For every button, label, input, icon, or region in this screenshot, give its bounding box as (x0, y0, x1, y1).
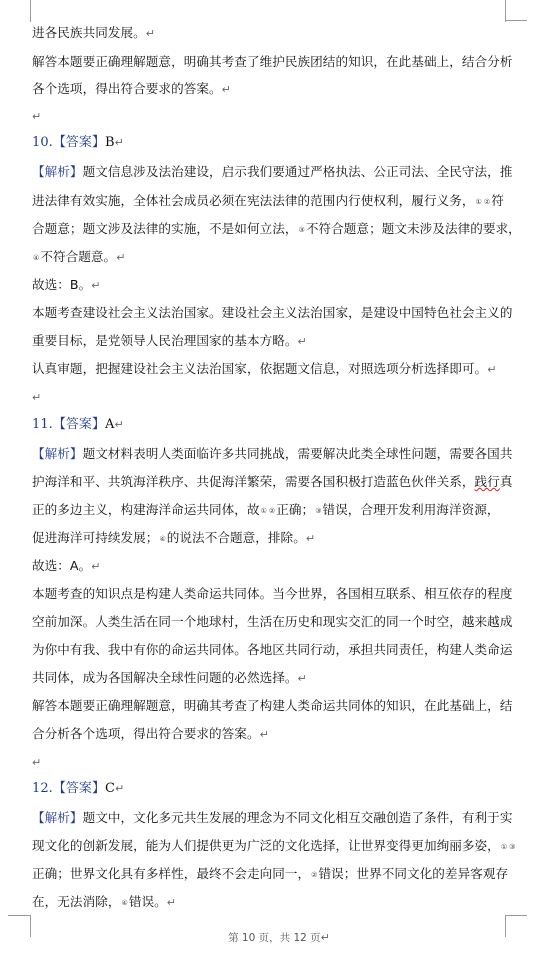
q10-analysis-line: ④不符合题意。↵ (33, 249, 126, 264)
q11-answer-heading: 11.【答案】A↵ (32, 417, 124, 432)
q11-choice: 故选：A。↵ (32, 558, 101, 573)
crop-mark-bottom-right-h (505, 915, 527, 916)
text-line: 解答本题要正确理解题意，明确其考查了维护民族团结的知识，在此基础上，结合分析 (32, 54, 513, 69)
q11-summary-line: 空前加深。人类生活在同一个地球村，生活在历史和现实交汇的同一个时空，越来越成 (32, 614, 513, 629)
crop-mark-bottom-left-h (8, 915, 30, 916)
q10-answer-heading: 10.【答案】B↵ (32, 135, 124, 150)
empty-paragraph: ↵ (32, 110, 42, 123)
crop-mark-top-right-h (505, 20, 527, 21)
q11-analysis-line: 护海洋和平、共筑海洋秩序、共促海洋繁荣，需要各国积极打造蓝色伙伴关系，践行真 (32, 474, 513, 489)
q10-summary-line: 本题考查建设社会主义法治国家。建设社会主义法治国家，是建设中国特色社会主义的 (32, 305, 513, 320)
page-number: 第 10 页，共 12 页 (228, 932, 321, 944)
q10-choice: 故选：B。↵ (32, 277, 101, 292)
text-line: 各个选项，得出符合要求的答案。↵ (32, 81, 231, 96)
crop-mark-top-right (505, 0, 506, 22)
q12-analysis-line: 现文化的创新发展，能为人们提供更为广泛的文化选择，让世界变得更加绚丽多姿，① ③ (32, 838, 516, 853)
q11-analysis-line: 促进海洋可持续发展；④的说法不合题意，排除。↵ (32, 530, 316, 545)
crop-mark-top-left (30, 0, 31, 22)
q11-summary-line: 本题考查的知识点是构建人类命运共同体。当今世界，各国相互联系、相互依存的程度 (32, 586, 513, 601)
q10-summary-line: 重要目标，是党领导人民治理国家的基本方略。↵ (32, 333, 307, 348)
q11-summary-line: 解答本题要正确理解题意，明确其考查了构建人类命运共同体的知识，在此基础上，结 (32, 698, 513, 713)
empty-paragraph: ↵ (32, 391, 42, 404)
empty-paragraph: ↵ (32, 756, 42, 769)
q11-summary-line: 为你中有我、我中有你的命运共同体。各地区共同行动，承担共同责任，构建人类命运 (32, 642, 513, 657)
q12-analysis-line: 【解析】题文中，文化多元共生发展的理念为不同文化相互交融创造了条件，有利于实 (32, 810, 513, 825)
q12-analysis-line: 正确；世界文化具有多样性，最终不会走向同一，②错误；世界不同文化的差异客观存 (32, 866, 509, 881)
q10-analysis-line: 合题意；题文涉及法律的实施，不是如何立法，③不符合题意；题文未涉及法律的要求， (32, 221, 521, 236)
q10-analysis-line: 进法律有效实施，全体社会成员必须在宪法法律的范围内行使权利，履行义务，① ②符 (32, 193, 504, 208)
q12-analysis-line: 在，无法消除，④错误。↵ (32, 894, 177, 909)
q12-answer-heading: 12.【答案】C↵ (32, 781, 125, 796)
q11-summary-line: 合分析各个选项，得出符合要求的答案。↵ (32, 726, 269, 741)
text-line: 进各民族共同发展。↵ (32, 25, 156, 40)
q10-summary-line: 认真审题，把握建设社会主义法治国家，依据题文信息，对照选项分析选择即可。↵ (32, 361, 497, 376)
q11-summary-line: 共同体，成为各国解决全球性问题的必然选择。↵ (32, 670, 307, 685)
q10-analysis-line: 【解析】题文信息涉及法治建设，启示我们要通过严格执法、公正司法、全民守法，推 (32, 164, 513, 179)
q11-analysis-line: 【解析】题文材料表明人类面临许多共同挑战，需要解决此类全球性问题，需要各国共 (32, 446, 513, 461)
spellcheck-underline: 践行 (474, 474, 500, 489)
q11-analysis-line: 正的多边主义，构建海洋命运共同体，故① ②正确；③错误，合理开发利用海洋资源， (32, 502, 500, 517)
page-footer: 第 10 页，共 12 页↵ (228, 931, 330, 944)
